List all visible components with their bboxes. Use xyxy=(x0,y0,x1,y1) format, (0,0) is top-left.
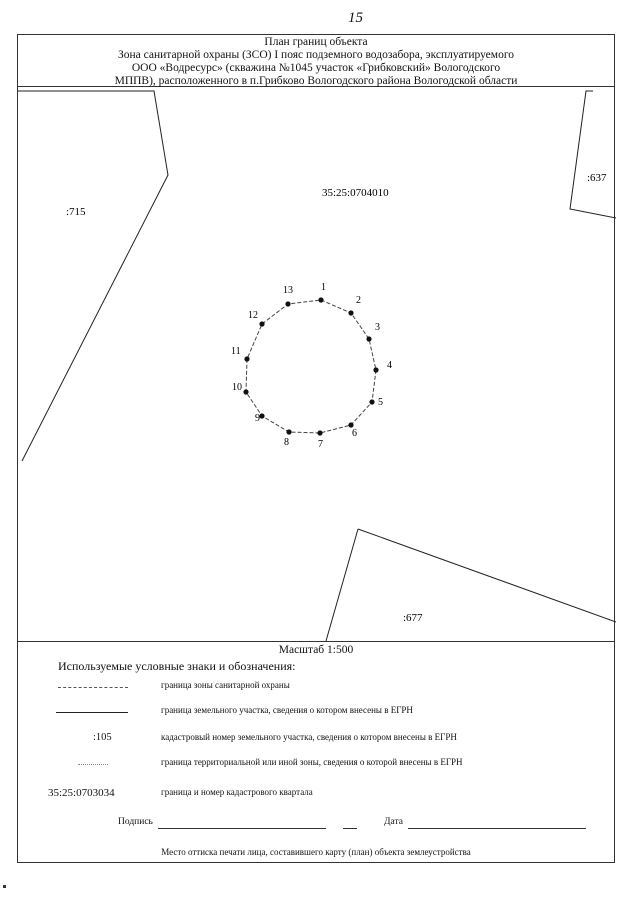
legend-text: граница земельного участка, сведения о котором внесены в ЕГРН xyxy=(161,705,413,715)
zone-point-label-3: 3 xyxy=(375,322,380,333)
zone-point-label-11: 11 xyxy=(231,346,241,357)
plan-description-line-3: МППВ), расположенного в п.Грибково Вологодского района Вологодской области xyxy=(114,75,518,87)
parcel-677-boundary xyxy=(326,529,358,641)
sanitary-zone xyxy=(231,282,392,450)
map-canvas xyxy=(18,87,616,641)
parcel-637-boundary xyxy=(570,91,616,218)
legend-code-quarter: 35:25:0703034 xyxy=(48,787,115,799)
date-line xyxy=(408,828,586,829)
zone-point-6 xyxy=(348,422,353,427)
zone-point-8 xyxy=(286,429,291,434)
zone-point-label-12: 12 xyxy=(248,310,258,321)
zone-point-13 xyxy=(285,301,290,306)
zone-point-4 xyxy=(373,367,378,372)
zone-point-9 xyxy=(259,413,264,418)
legend-symbol-dashed-line xyxy=(48,680,128,694)
zone-point-label-2: 2 xyxy=(356,295,361,306)
zone-point-label-10: 10 xyxy=(232,382,242,393)
legend-item-quarter xyxy=(18,787,614,803)
legend-code-105: :105 xyxy=(93,732,112,743)
zone-point-label-7: 7 xyxy=(318,439,323,450)
zone-point-label-9: 9 xyxy=(255,413,260,424)
signature-row xyxy=(18,817,614,831)
parcel-677-boundary-2 xyxy=(358,529,616,622)
zone-point-12 xyxy=(259,321,264,326)
plan-frame xyxy=(17,34,615,863)
legend-symbol-solid-line xyxy=(48,705,128,719)
plan-header xyxy=(18,35,614,87)
parcel-label-677: :677 xyxy=(403,612,423,624)
parcel-label-637: :637 xyxy=(587,172,607,184)
zone-point-5 xyxy=(369,399,374,404)
legend-symbol-code xyxy=(48,732,128,746)
page-number: 15 xyxy=(348,10,363,26)
legend-item-zone xyxy=(18,680,614,696)
signature-line xyxy=(158,828,326,829)
plan-title: План границ объекта xyxy=(264,36,368,48)
zone-point-1 xyxy=(318,297,323,302)
zone-point-3 xyxy=(366,336,371,341)
parcel-715-boundary xyxy=(18,91,168,461)
legend-text: кадастровый номер земельного участка, сведения о котором внесены в ЕГРН xyxy=(161,732,457,742)
legend-item-cadastral-number xyxy=(18,732,614,748)
quarter-label: 35:25:0704010 xyxy=(322,187,389,199)
legend-text: граница территориальной или иной зоны, сведения о которой внесены в ЕГРН xyxy=(161,757,463,767)
zone-point-10 xyxy=(243,389,248,394)
map-scale: Масштаб 1:500 xyxy=(278,644,354,656)
zone-boundary-line xyxy=(246,300,376,433)
legend-symbol-dotted-line xyxy=(48,757,128,771)
zone-point-label-6: 6 xyxy=(352,428,357,439)
zone-point-label-5: 5 xyxy=(378,397,383,408)
zone-point-label-4: 4 xyxy=(387,360,392,371)
plan-description-line-1: Зона санитарной охраны (ЗСО) I пояс подземного водозабора, эксплуатируемого xyxy=(117,49,514,61)
legend-text: граница и номер кадастрового квартала xyxy=(161,787,313,797)
zone-point-2 xyxy=(348,310,353,315)
legend-item-territorial-zone xyxy=(18,757,614,773)
signature-dash xyxy=(343,828,357,829)
legend-symbol-quarter xyxy=(48,787,128,801)
stamp-place-text: Место оттиска печати лица, составившего карту (план) объекта землеустройства xyxy=(161,847,471,857)
legend-title: Используемые условные знаки и обозначения: xyxy=(58,659,296,673)
map-area xyxy=(18,87,614,642)
signature-label: Подпись xyxy=(118,817,153,827)
date-label: Дата xyxy=(384,817,403,827)
legend-item-parcel xyxy=(18,705,614,721)
edge-mark xyxy=(3,885,6,888)
legend-text: граница зоны санитарной охраны xyxy=(161,680,290,690)
zone-point-label-8: 8 xyxy=(284,437,289,448)
zone-point-label-1: 1 xyxy=(321,282,326,293)
plan-description-line-2: ООО «Водресурс» (скважина №1045 участок «Грибковский» Вологодского xyxy=(131,62,501,74)
zone-point-7 xyxy=(317,430,322,435)
zone-point-11 xyxy=(244,356,249,361)
parcel-label-715: :715 xyxy=(66,206,86,218)
zone-point-label-13: 13 xyxy=(283,285,293,296)
